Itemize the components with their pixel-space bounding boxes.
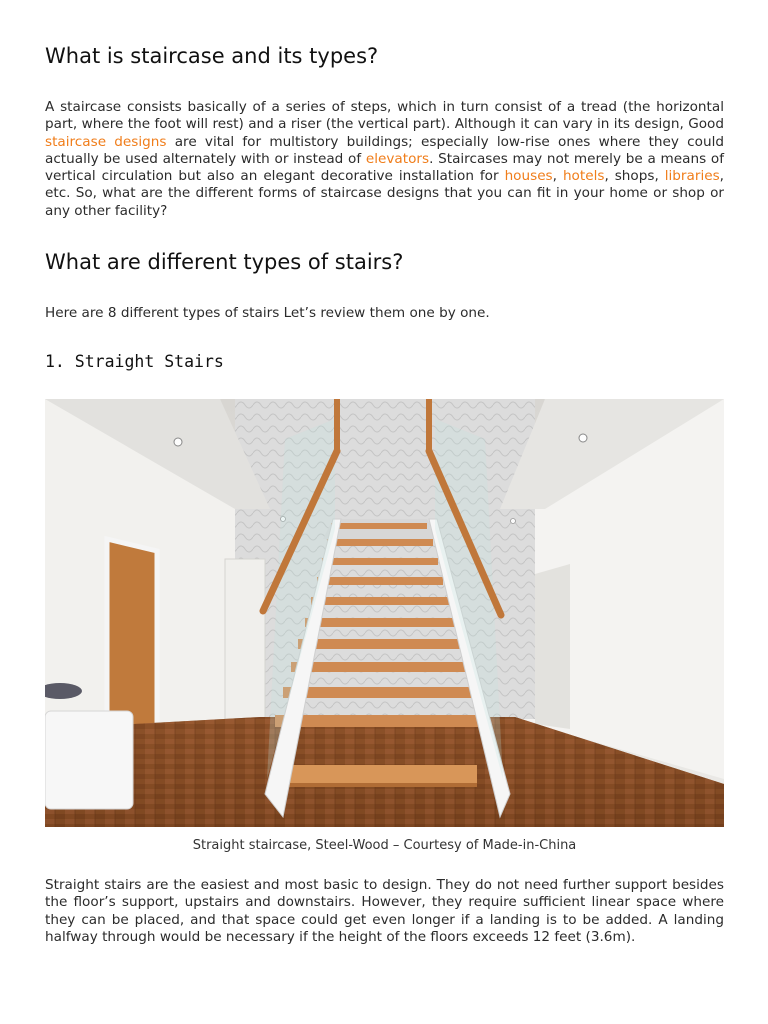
libraries-link[interactable]: libraries	[664, 168, 720, 185]
intro-text-4: ,	[552, 168, 563, 185]
staircase-illustration	[45, 399, 724, 827]
staircase-designs-link[interactable]: staircase designs	[45, 133, 167, 150]
intro-types-sentence: Here are 8 different types of stairs Let’s review them one by one.	[45, 305, 490, 321]
houses-link[interactable]: houses	[504, 168, 553, 185]
intro-text-5: , shops,	[604, 168, 665, 185]
intro-paragraph	[45, 99, 724, 220]
straight-staircase-photo	[45, 399, 724, 827]
heading-types-of-stairs: What are different types of stairs?	[45, 250, 404, 274]
heading-what-is-staircase: What is staircase and its types?	[45, 44, 379, 68]
figure-caption: Straight staircase, Steel-Wood – Courtesy of Made-in-China	[192, 838, 577, 853]
intro-text-2: are vital for multistory buildings; especially low-rise ones where they could actually be used alternately with or instead of	[45, 133, 724, 167]
straight-stairs-paragraph: Straight stairs are the easiest and most basic to design. They do not need further support besides the floor’s support, upstairs and downstairs. However, they require sufficient linear space where they can be placed, and that space could get even longer if a landing is to be added. A landing halfway through would be necessary if the height of the floors exceeds 12 feet (3.6m).	[45, 877, 724, 945]
intro-text-1: A staircase consists basically of a series of steps, which in turn consist of a tread (the horizontal part, where the foot will rest) and a riser (the vertical part). Although it can vary in its design, Good	[45, 99, 724, 133]
intro-text-6: , etc. So, what are the different forms of staircase designs that you can fit in your home or shop or any other facility?	[45, 168, 724, 219]
intro-text-3: . Staircases may not merely be a means of vertical circulation but also an elegant decorative installation for	[45, 150, 724, 185]
subheading-straight-stairs: 1. Straight Stairs	[45, 352, 224, 371]
hotels-link[interactable]: hotels	[562, 168, 605, 185]
elevators-link[interactable]: elevators	[365, 150, 430, 167]
